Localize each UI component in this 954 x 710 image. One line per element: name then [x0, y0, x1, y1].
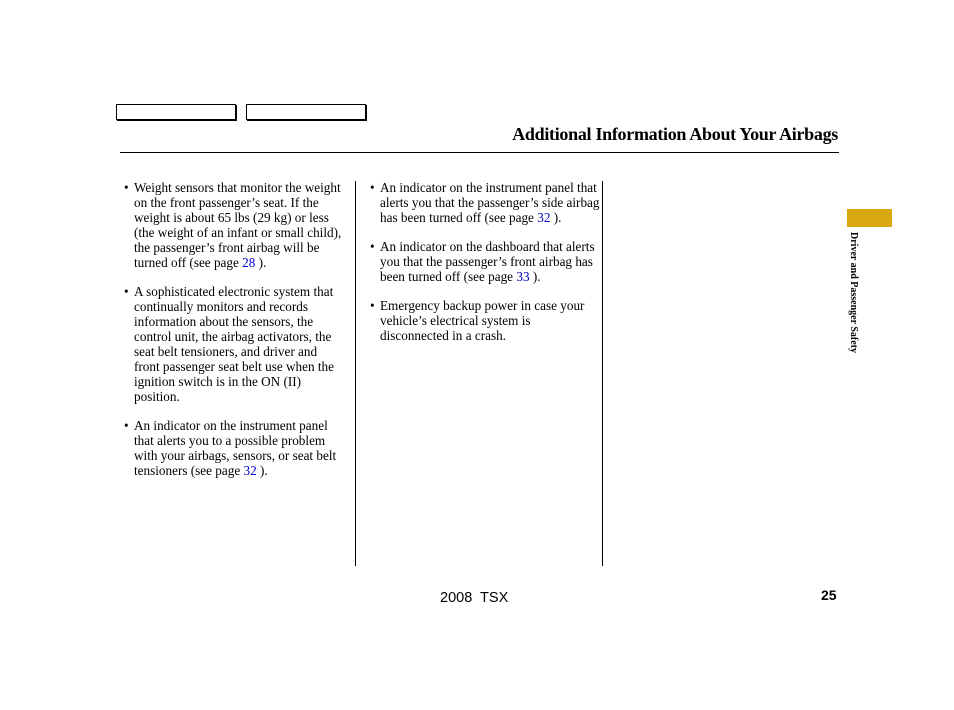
bullet-icon: • [370, 239, 375, 254]
list-item [370, 180, 600, 225]
list-item-text: Emergency backup power in case your vehicle’s electrical system is disconnected in a crash. [380, 298, 585, 343]
title-divider [120, 152, 839, 153]
column-divider [355, 181, 356, 566]
page-number: 25 [821, 587, 837, 603]
list-item-text: An indicator on the dashboard that alerts you that the passenger’s front airbag has been turned off (see page [380, 239, 595, 284]
list-item-text: An indicator on the instrument panel that alerts you that the passenger’s side airbag has been turned off (see page [380, 180, 600, 225]
column-divider [602, 181, 603, 566]
list-item-text-end: ). [256, 463, 268, 478]
page-link-32[interactable]: 32 [243, 463, 257, 478]
list-item [370, 298, 600, 343]
list-item-text-end: ). [255, 255, 267, 270]
next-page-button[interactable] [246, 104, 366, 120]
list-item-text-end: ). [550, 210, 562, 225]
list-item-text: Weight sensors that monitor the weight on the front passenger’s seat. If the weight is about 65 lbs (29 kg) or less (the weight of an infant or small child), the passenger’s front airbag will be turned off (see page [134, 180, 342, 270]
section-tab[interactable] [847, 209, 892, 227]
page-link-32[interactable]: 32 [537, 210, 551, 225]
list-item [124, 284, 346, 404]
footer-model: 2008 TSX [440, 590, 509, 606]
page-link-28[interactable]: 28 [242, 255, 256, 270]
bullet-icon: • [124, 284, 129, 299]
list-item [370, 239, 600, 284]
list-item-text: A sophisticated electronic system that continually monitors and records information about the sensors, the control unit, the airbag activators, the seat belt tensioners, and driver and front passenger seat belt use when the ignition switch is in the ON (II) position. [134, 284, 334, 404]
page-title: Additional Information About Your Airbags [512, 124, 838, 144]
page-link-33[interactable]: 33 [516, 269, 530, 284]
bullet-icon: • [124, 418, 129, 433]
bullet-icon: • [124, 180, 129, 195]
bullet-icon: • [370, 180, 375, 195]
list-item [124, 418, 346, 478]
list-item-text-end: ). [529, 269, 541, 284]
left-column [124, 180, 346, 492]
list-item [124, 180, 346, 270]
section-label: Driver and Passenger Safety [848, 232, 859, 354]
previous-page-button[interactable] [116, 104, 236, 120]
middle-column [370, 180, 600, 357]
bullet-icon: • [370, 298, 375, 313]
list-item-text: An indicator on the instrument panel that alerts you to a possible problem with your airbags, sensors, or seat belt tensioners (see page [134, 418, 337, 478]
